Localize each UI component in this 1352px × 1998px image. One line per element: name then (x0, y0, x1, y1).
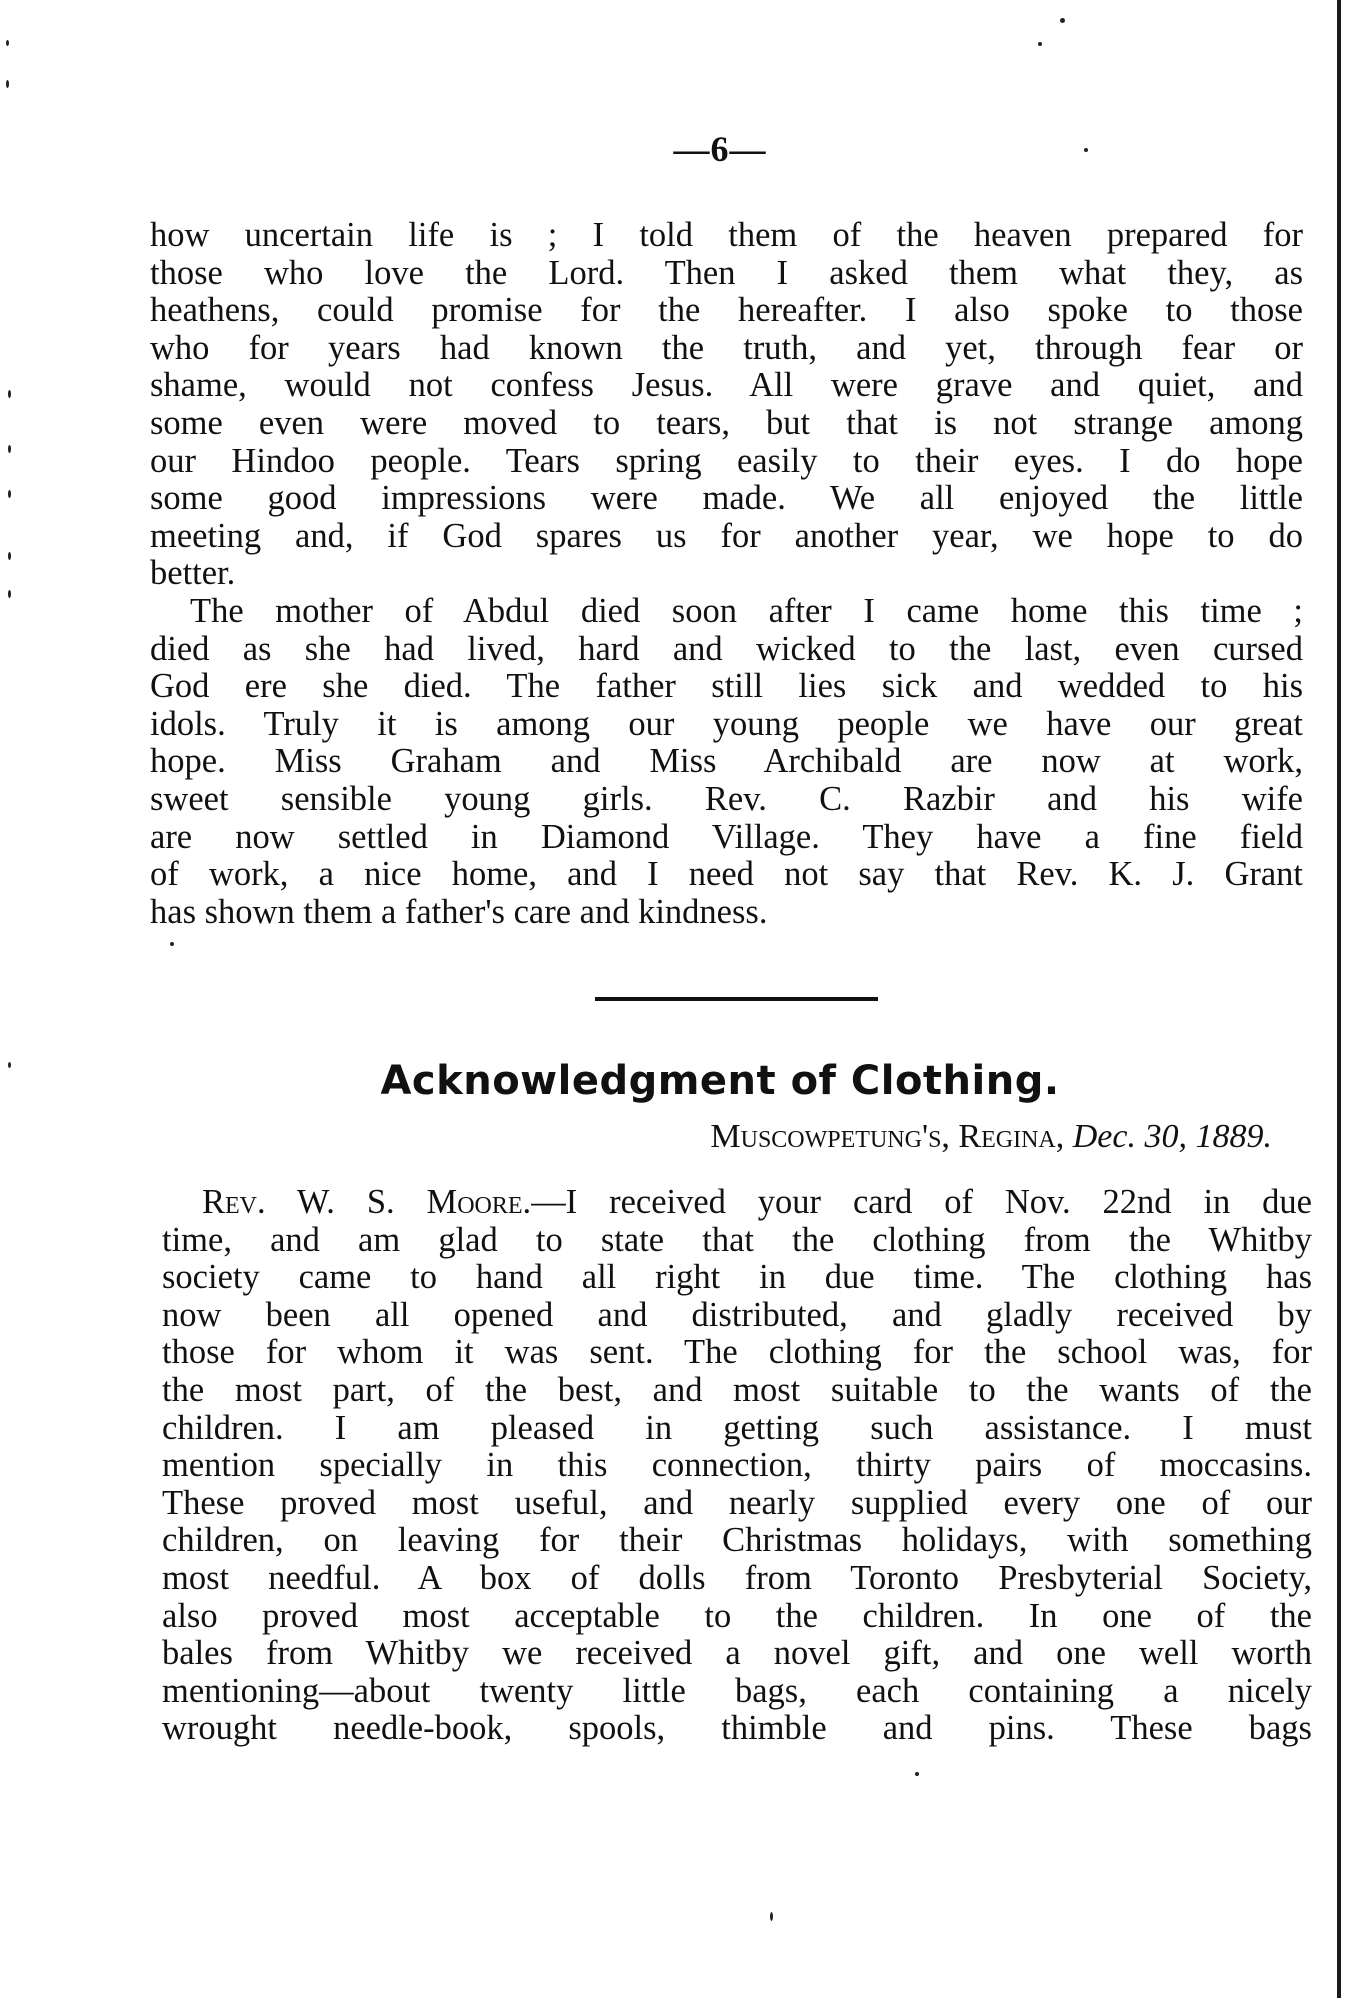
text-line: meeting and, if God spares us for another year, we hope to do (150, 516, 1303, 555)
text-line (162, 1184, 1312, 1222)
text-line: the most part, of the best, and most suitable to the wants of the (162, 1370, 1312, 1409)
text-line: better. (150, 554, 236, 593)
text-line: heathens, could promise for the hereafter. I also spoke to those (150, 291, 1303, 330)
text-line: children, on leaving for their Christmas holidays, with something (162, 1521, 1312, 1560)
salutation: Rev. W. S. Moore. (202, 1183, 532, 1221)
text-line: wrought needle-book, spools, thimble and pins. These bags (162, 1709, 1312, 1748)
scan-speck (8, 1062, 11, 1068)
text-line: The mother of Abdul died soon after I came home this time ; (190, 591, 1303, 630)
acknowledgment-letter (162, 1184, 1312, 1748)
text-line: those for whom it was sent. The clothing for the school was, for (162, 1333, 1312, 1372)
text-line: our Hindoo people. Tears spring easily to their eyes. I do hope (150, 441, 1303, 480)
scan-speck (1084, 148, 1088, 152)
text-line: bales from Whitby we received a novel gift, and one well worth (162, 1634, 1312, 1673)
text-line: society came to hand all right in due time. The clothing has (162, 1258, 1312, 1297)
text-line: some good impressions were made. We all enjoyed the little (150, 479, 1303, 518)
dateline-date: Dec. 30, 1889. (1072, 1118, 1272, 1155)
text-line: are now settled in Diamond Village. They have a fine field (150, 817, 1303, 856)
text-line: those who love the Lord. Then I asked them what they, as (150, 253, 1303, 292)
text-line: idols. Truly it is among our young people we have our great (150, 704, 1303, 743)
scan-speck (8, 590, 11, 598)
text-line: most needful. A box of dolls from Toronto Presbyterial Society, (162, 1558, 1312, 1597)
text-line: some even were moved to tears, but that is not strange among (150, 403, 1303, 442)
text-line: children. I am pleased in getting such assistance. I must (162, 1408, 1312, 1447)
text-line: time, and am glad to state that the clothing from the Whitby (162, 1220, 1312, 1259)
scan-speck (8, 390, 11, 398)
text-line: shame, would not confess Jesus. All were grave and quiet, and (150, 366, 1303, 405)
dateline-place: Muscowpetung's, Regina, (710, 1118, 1065, 1155)
text-line: mentioning—about twenty little bags, each containing a nicely (162, 1671, 1312, 1710)
text-line: hope. Miss Graham and Miss Archibald are now at work, (150, 742, 1303, 781)
section-title: Acknowledgment of Clothing. (380, 1058, 1060, 1104)
scan-speck (8, 445, 11, 453)
text-line: died as she had lived, hard and wicked to the last, even cursed (150, 629, 1303, 668)
letter-continuation-paragraphs (150, 217, 1303, 931)
scan-speck (770, 1912, 773, 1921)
text-line: also proved most acceptable to the children. In one of the (162, 1596, 1312, 1635)
page-number: —6— (673, 129, 767, 169)
scan-speck (8, 552, 11, 560)
text-line: of work, a nice home, and I need not say that Rev. K. J. Grant (150, 855, 1303, 894)
scan-speck (1060, 18, 1065, 23)
scan-speck (6, 80, 9, 88)
scan-speck (170, 942, 174, 946)
text-line: how uncertain life is ; I told them of the heaven prepared for (150, 216, 1303, 254)
scan-speck (915, 1772, 919, 1776)
dateline (710, 1118, 1272, 1156)
text-line: mention specially in this connection, thirty pairs of moccasins. (162, 1446, 1312, 1485)
text-line: These proved most useful, and nearly supplied every one of our (162, 1483, 1312, 1522)
text-line-rest: —I received your card of Nov. 22nd in due (531, 1183, 1312, 1221)
text-line: God ere she died. The father still lies sick and wedded to his (150, 667, 1303, 706)
page-edge-rule (1337, 0, 1341, 1998)
scan-speck (8, 490, 11, 498)
text-line: who for years had known the truth, and yet, through fear or (150, 328, 1303, 367)
text-line: sweet sensible young girls. Rev. C. Razbir and his wife (150, 779, 1303, 818)
section-divider (595, 997, 878, 1001)
text-line: has shown them a father's care and kindness. (150, 892, 768, 931)
text-line: now been all opened and distributed, and gladly received by (162, 1295, 1312, 1334)
scan-speck (1038, 42, 1042, 46)
scan-speck (6, 40, 9, 46)
